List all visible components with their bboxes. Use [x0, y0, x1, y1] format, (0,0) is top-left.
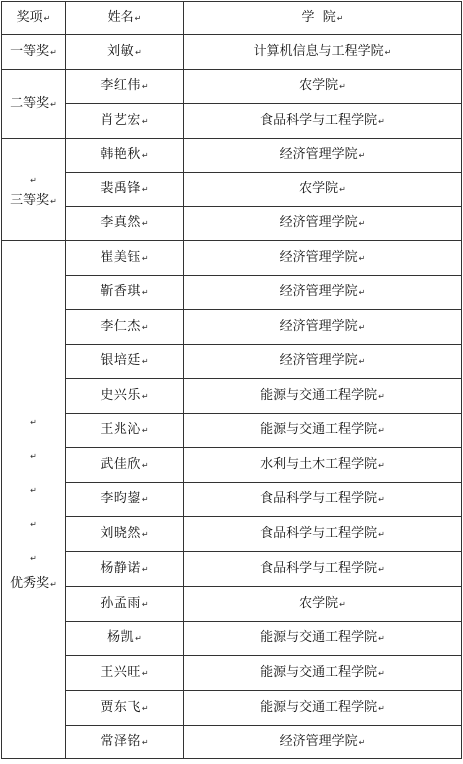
- college-cell: 经济管理学院↵: [184, 276, 462, 310]
- table-row: [2, 622, 462, 656]
- header-award: 奖项↵: [2, 2, 66, 35]
- paragraph-mark: ↵: [30, 486, 37, 495]
- paragraph-mark: ↵: [30, 176, 37, 185]
- name-cell: 常泽铭↵: [66, 726, 184, 759]
- table-row: [2, 587, 462, 622]
- name-cell: 靳香琪↵: [66, 276, 184, 310]
- college-cell: 水利与土木工程学院↵: [184, 448, 462, 483]
- award-third-prize-label: 三等奖↵: [10, 193, 57, 208]
- header-college: 学 院↵: [184, 2, 462, 35]
- award-excellence-stack: [2, 406, 65, 593]
- name-cell: 韩艳秋↵: [66, 139, 184, 173]
- award-excellence-label: 优秀奖↵: [10, 576, 57, 591]
- name-cell: 刘晓然↵: [66, 517, 184, 552]
- award-list-table: [1, 1, 462, 759]
- name-cell: 肖艺宏↵: [66, 104, 184, 139]
- college-cell: 能源与交通工程学院↵: [184, 379, 462, 414]
- table-row: [2, 207, 462, 241]
- name-cell: 史兴乐↵: [66, 379, 184, 414]
- name-cell: 王兴旺↵: [66, 656, 184, 691]
- paragraph-mark: ↵: [30, 452, 37, 461]
- award-third-prize-stack: [2, 169, 65, 210]
- college-cell: 能源与交通工程学院↵: [184, 691, 462, 726]
- table-row: [2, 448, 462, 483]
- college-cell: 经济管理学院↵: [184, 345, 462, 379]
- table-row: [2, 691, 462, 726]
- college-cell: 计算机信息与工程学院↵: [184, 35, 462, 70]
- table-row: [2, 414, 462, 448]
- name-cell: 李昀鋆↵: [66, 483, 184, 517]
- college-cell: 能源与交通工程学院↵: [184, 622, 462, 656]
- table-row: [2, 35, 462, 70]
- table-header-row: [2, 2, 462, 35]
- header-name: 姓名↵: [66, 2, 184, 35]
- paragraph-mark: ↵: [30, 418, 37, 427]
- table-row: [2, 552, 462, 587]
- college-cell: 食品科学与工程学院↵: [184, 483, 462, 517]
- table-row: [2, 241, 462, 276]
- name-cell: 李真然↵: [66, 207, 184, 241]
- college-cell: 能源与交通工程学院↵: [184, 656, 462, 691]
- name-cell: 杨凯↵: [66, 622, 184, 656]
- college-cell: 农学院↵: [184, 587, 462, 622]
- table-row: [2, 104, 462, 139]
- table-row: [2, 379, 462, 414]
- college-cell: 经济管理学院↵: [184, 139, 462, 173]
- college-cell: 食品科学与工程学院↵: [184, 104, 462, 139]
- name-cell: 杨静诺↵: [66, 552, 184, 587]
- award-third-prize: [2, 139, 66, 241]
- award-second-prize: 二等奖↵: [2, 70, 66, 139]
- table-row: [2, 70, 462, 104]
- college-cell: 农学院↵: [184, 173, 462, 207]
- college-cell: 食品科学与工程学院↵: [184, 517, 462, 552]
- table-row: [2, 139, 462, 173]
- name-cell: 刘敏↵: [66, 35, 184, 70]
- paragraph-mark: ↵: [30, 554, 37, 563]
- award-table-body: [2, 2, 462, 759]
- table-row: [2, 517, 462, 552]
- award-first-prize: 一等奖↵: [2, 35, 66, 70]
- college-cell: 能源与交通工程学院↵: [184, 414, 462, 448]
- name-cell: 王兆沁↵: [66, 414, 184, 448]
- name-cell: 银培廷↵: [66, 345, 184, 379]
- college-cell: 经济管理学院↵: [184, 310, 462, 345]
- name-cell: 武佳欣↵: [66, 448, 184, 483]
- college-cell: 农学院↵: [184, 70, 462, 104]
- college-cell: 经济管理学院↵: [184, 241, 462, 276]
- table-row: [2, 310, 462, 345]
- table-row: [2, 656, 462, 691]
- table-row: [2, 276, 462, 310]
- college-cell: 食品科学与工程学院↵: [184, 552, 462, 587]
- name-cell: 崔美钰↵: [66, 241, 184, 276]
- college-cell: 经济管理学院↵: [184, 207, 462, 241]
- table-row: [2, 483, 462, 517]
- name-cell: 孙孟雨↵: [66, 587, 184, 622]
- name-cell: 裴禹锋↵: [66, 173, 184, 207]
- table-row: [2, 345, 462, 379]
- table-row: [2, 173, 462, 207]
- award-excellence: [2, 241, 66, 759]
- college-cell: 经济管理学院↵: [184, 726, 462, 759]
- table-row: [2, 726, 462, 759]
- name-cell: 李红伟↵: [66, 70, 184, 104]
- paragraph-mark: ↵: [30, 520, 37, 529]
- name-cell: 贾东飞↵: [66, 691, 184, 726]
- name-cell: 李仁杰↵: [66, 310, 184, 345]
